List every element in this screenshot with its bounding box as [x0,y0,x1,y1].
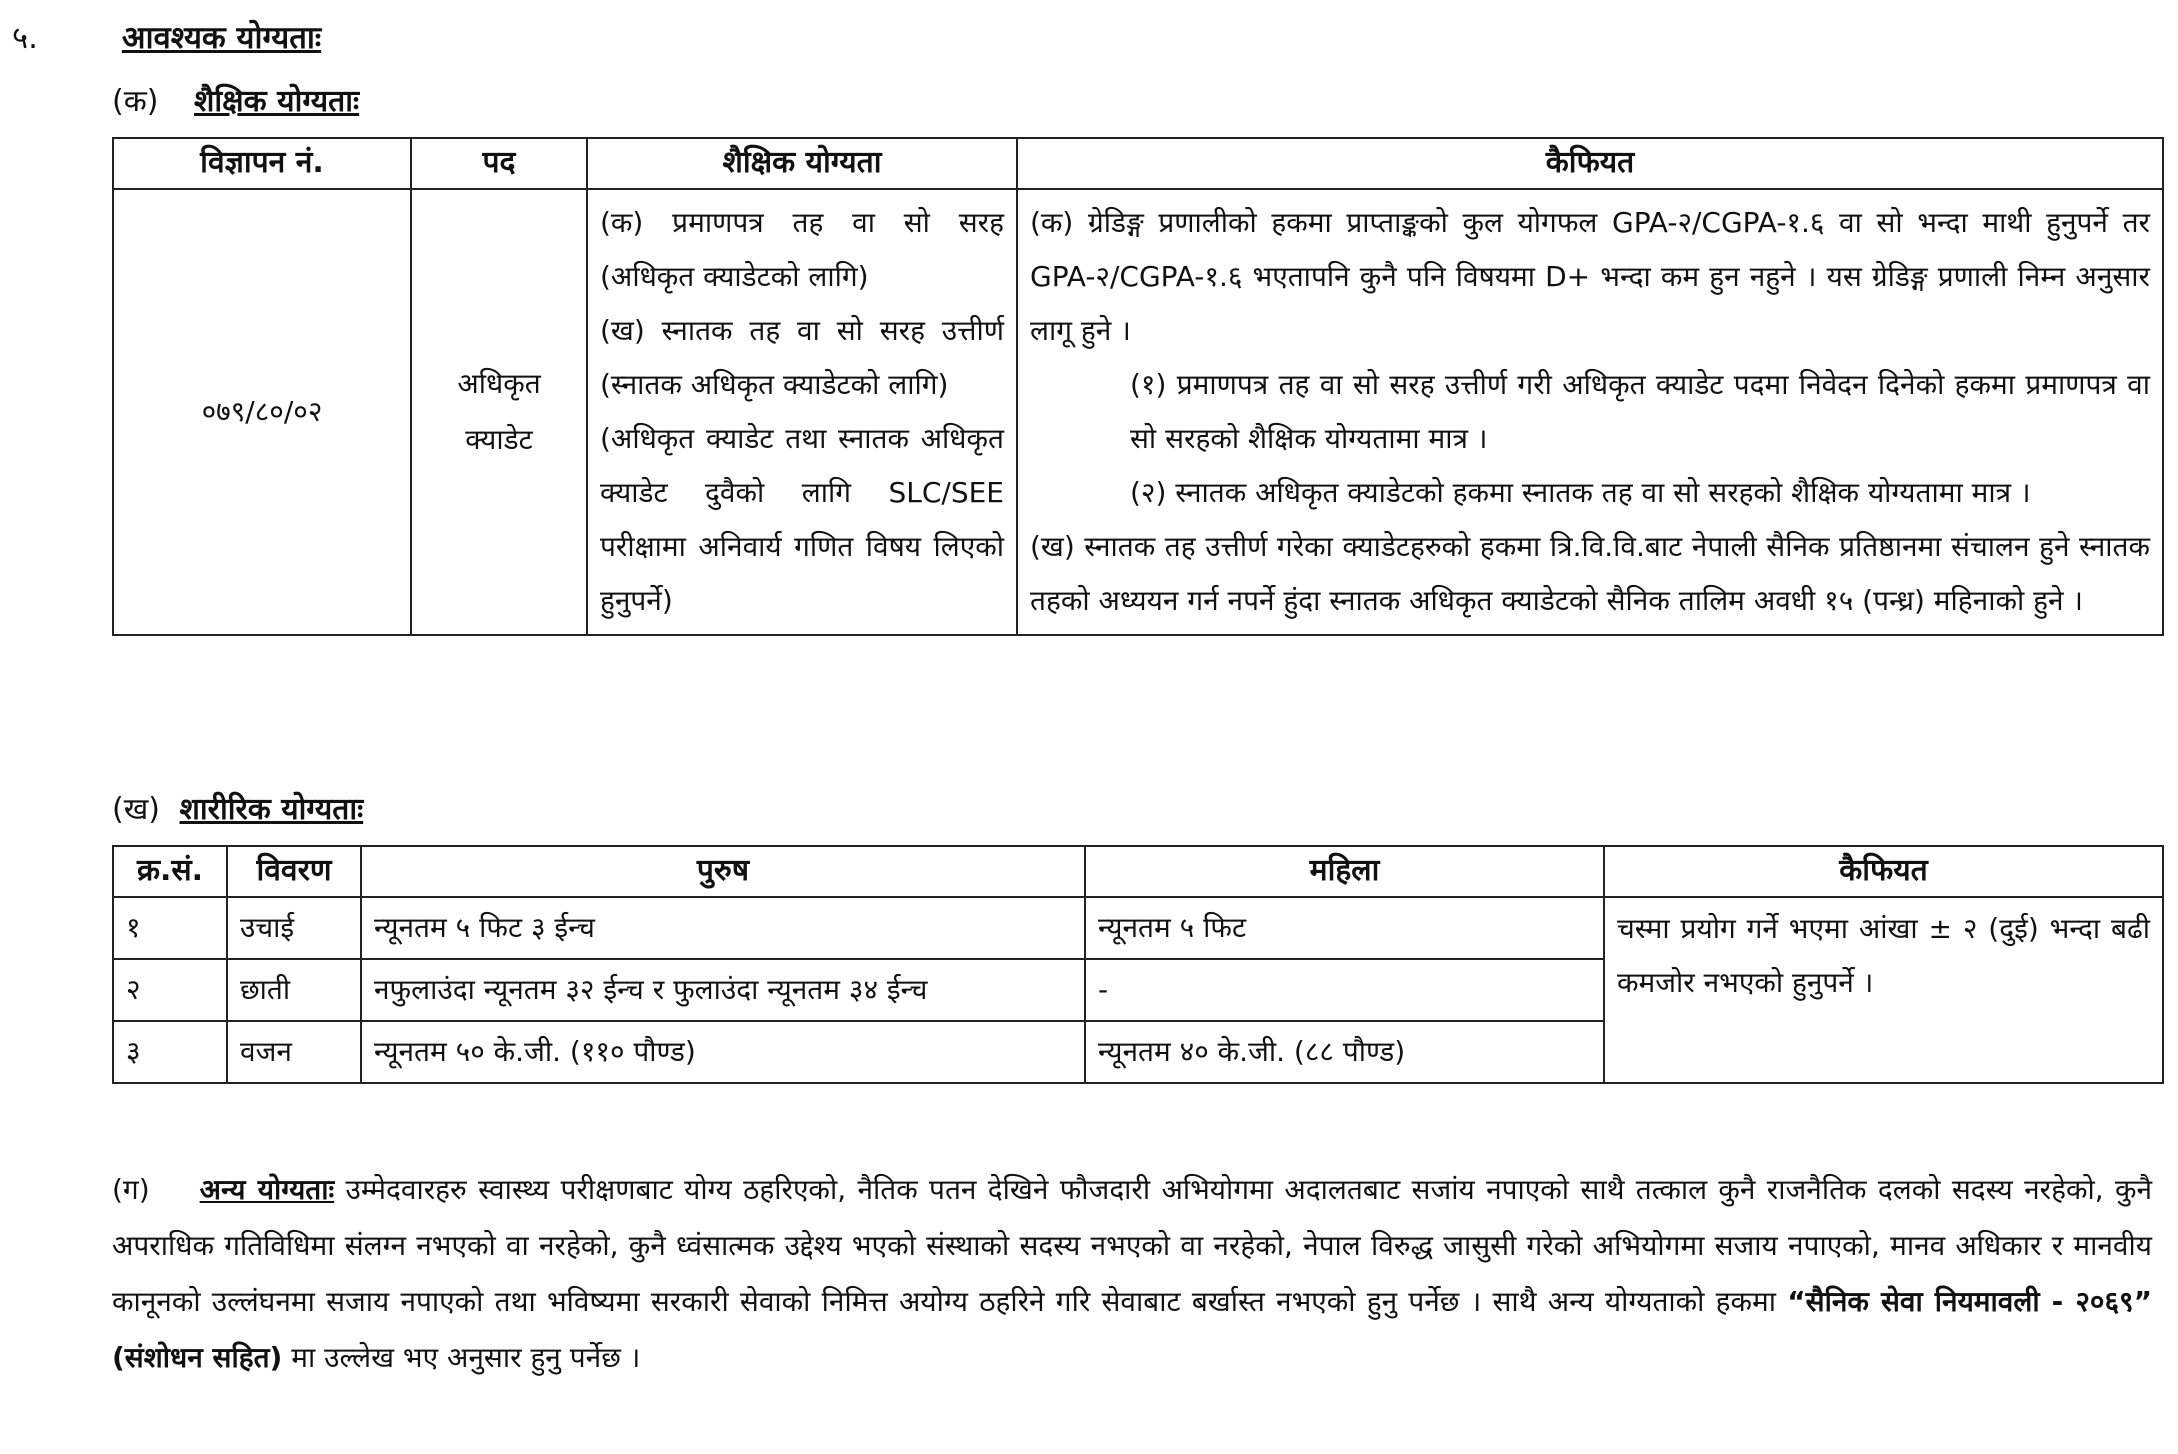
other-text: उम्मेदवारहरु स्वास्थ्य परीक्षणबाट योग्य ठहरिएको, नैतिक पतन देखिने फौजदारी अभियोगमा अदालतबाट सजांय नपाएको साथै तत्काल कुनै राजनैतिक दलको सदस्य नरहेको, कुनै अपराधिक गतिविधिमा संलग्न नभएको वा नरहेको, कुनै ध्वंसात्मक उद्देश्य भएको संस्थाको सदस्य नभएको वा नरहेको, नेपाल विरुद्ध जासुसी गरेको अभियोगमा सजाय नपाएको, मानव अधिकार र मानवीय कानूनको उल्लंघनमा सजाय नपाएको तथा भविष्यमा सरकारी सेवाको निमित्त अयोग्य ठहरिने गरि सेवाबाट बर्खास्त नभएको हुनु पर्नेछ । साथै अन्य योग्यताको हकमा [112,1173,2153,1318]
education-subheading [112,82,359,123]
post-name [411,189,587,635]
remark-a: (क) ग्रेडिङ्ग प्रणालीको हकमा प्राप्ताङ्कको कुल योगफल GPA-२/CGPA-१.६ वा सो भन्दा माथी हुनुपर्ने तर GPA-२/CGPA-१.६ भएतापनि कुनै पनि विषयमा D+ भन्दा कम हुन नहुने । यस ग्रेडिङ्ग प्रणाली निम्न अनुसार लागू हुने । [1030,205,2150,347]
header-ad-number: विज्ञापन नं. [113,138,411,189]
header-sn: क्र.सं. [113,846,227,897]
remark-a2: (२) स्नातक अधिकृत क्याडेटको हकमा स्नातक तह वा सो सरहको शैक्षिक योग्यतामा मात्र । [1130,475,2031,509]
section-title: आवश्यक योग्यताः [121,20,322,56]
post-line-2: क्याडेट [465,422,533,456]
row-male: नफुलाउंदा न्यूनतम ३२ ईन्च र फुलाउंदा न्यूनतम ३४ ईन्च [361,959,1085,1021]
header-remarks: कैफियत [1017,138,2163,189]
header-post: पद [411,138,587,189]
physical-header-row [113,846,2163,897]
ad-number: ०७९/८०/०२ [113,189,411,635]
row-item: छाती [227,959,361,1021]
qualification-note: (अधिकृत क्याडेट तथा स्नातक अधिकृत क्याडेट दुवैको लागि SLC/SEE परीक्षामा अनिवार्य गणित विषय लिएको हुनुपर्ने) [600,421,1004,617]
header-item: विवरण [227,846,361,897]
qualification-a: (क) प्रमाणपत्र तह वा सो सरह (अधिकृत क्याडेटको लागि) [600,205,1004,293]
post-line-1: अधिकृत [457,366,541,400]
row-female: न्यूनतम ४० के.जी. (८८ पौण्ड) [1085,1021,1604,1083]
row-sn: २ [113,959,227,1021]
qualification-b: (ख) स्नातक तह वा सो सरह उत्तीर्ण (स्नातक अधिकृत क्याडेटको लागि) [600,313,1004,401]
row-male: न्यूनतम ५० के.जी. (११० पौण्ड) [361,1021,1085,1083]
physical-mark: (ख) [112,792,160,827]
row-item: उचाई [227,897,361,959]
education-header-row [113,138,2163,189]
education-table [112,137,2164,636]
physical-title: शारीरिक योग्यताः [179,792,364,827]
row-sn: १ [113,897,227,959]
education-mark: (क) [112,84,159,119]
other-title: अन्य योग्यताः [199,1173,335,1206]
remarks-cell [1017,189,2163,635]
physical-subheading [112,790,363,831]
row-female: न्यूनतम ५ फिट [1085,897,1604,959]
rule-name: “सैनिक सेवा नियमावली - २०६९” (संशोधन सहित) [112,1285,2153,1374]
row-sn: ३ [113,1021,227,1083]
remark-b: (ख) स्नातक तह उत्तीर्ण गरेका क्याडेटहरुको हकमा त्रि.वि.वि.बाट नेपाली सैनिक प्रतिष्ठानमा संचालन हुने स्नातक तहको अध्ययन गर्न नपर्ने हुंदा स्नातक अधिकृत क्याडेटको सैनिक तालिम अवधी १५ (पन्ध्र) महिनाको हुने । [1030,529,2150,617]
other-mark: (ग) [112,1173,150,1206]
section-heading [12,18,321,60]
education-title: शैक्षिक योग्यताः [194,84,360,119]
header-female: महिला [1085,846,1604,897]
qualification-cell [587,189,1017,635]
other-tail: मा उल्लेख भए अनुसार हुनु पर्नेछ । [291,1341,641,1374]
section-number: ५. [12,20,38,56]
header-male: पुरुष [361,846,1085,897]
row-item: वजन [227,1021,361,1083]
physical-remark: चस्मा प्रयोग गर्ने भएमा आंखा ± २ (दुई) भन्दा बढी कमजोर नभएको हुनुपर्ने । [1604,897,2163,1083]
header-qualification: शैक्षिक योग्यता [587,138,1017,189]
physical-table [112,845,2164,1084]
header-physical-remarks: कैफियत [1604,846,2163,897]
row-female: - [1085,959,1604,1021]
education-row [113,189,2163,635]
row-male: न्यूनतम ५ फिट ३ ईन्च [361,897,1085,959]
remark-a1: (१) प्रमाणपत्र तह वा सो सरह उत्तीर्ण गरी अधिकृत क्याडेट पदमा निवेदन दिनेको हकमा प्रमाणपत्र वा सो सरहको शैक्षिक योग्यतामा मात्र । [1130,367,2150,455]
table-row [113,897,2163,959]
other-qualification-paragraph [112,1162,2152,1386]
